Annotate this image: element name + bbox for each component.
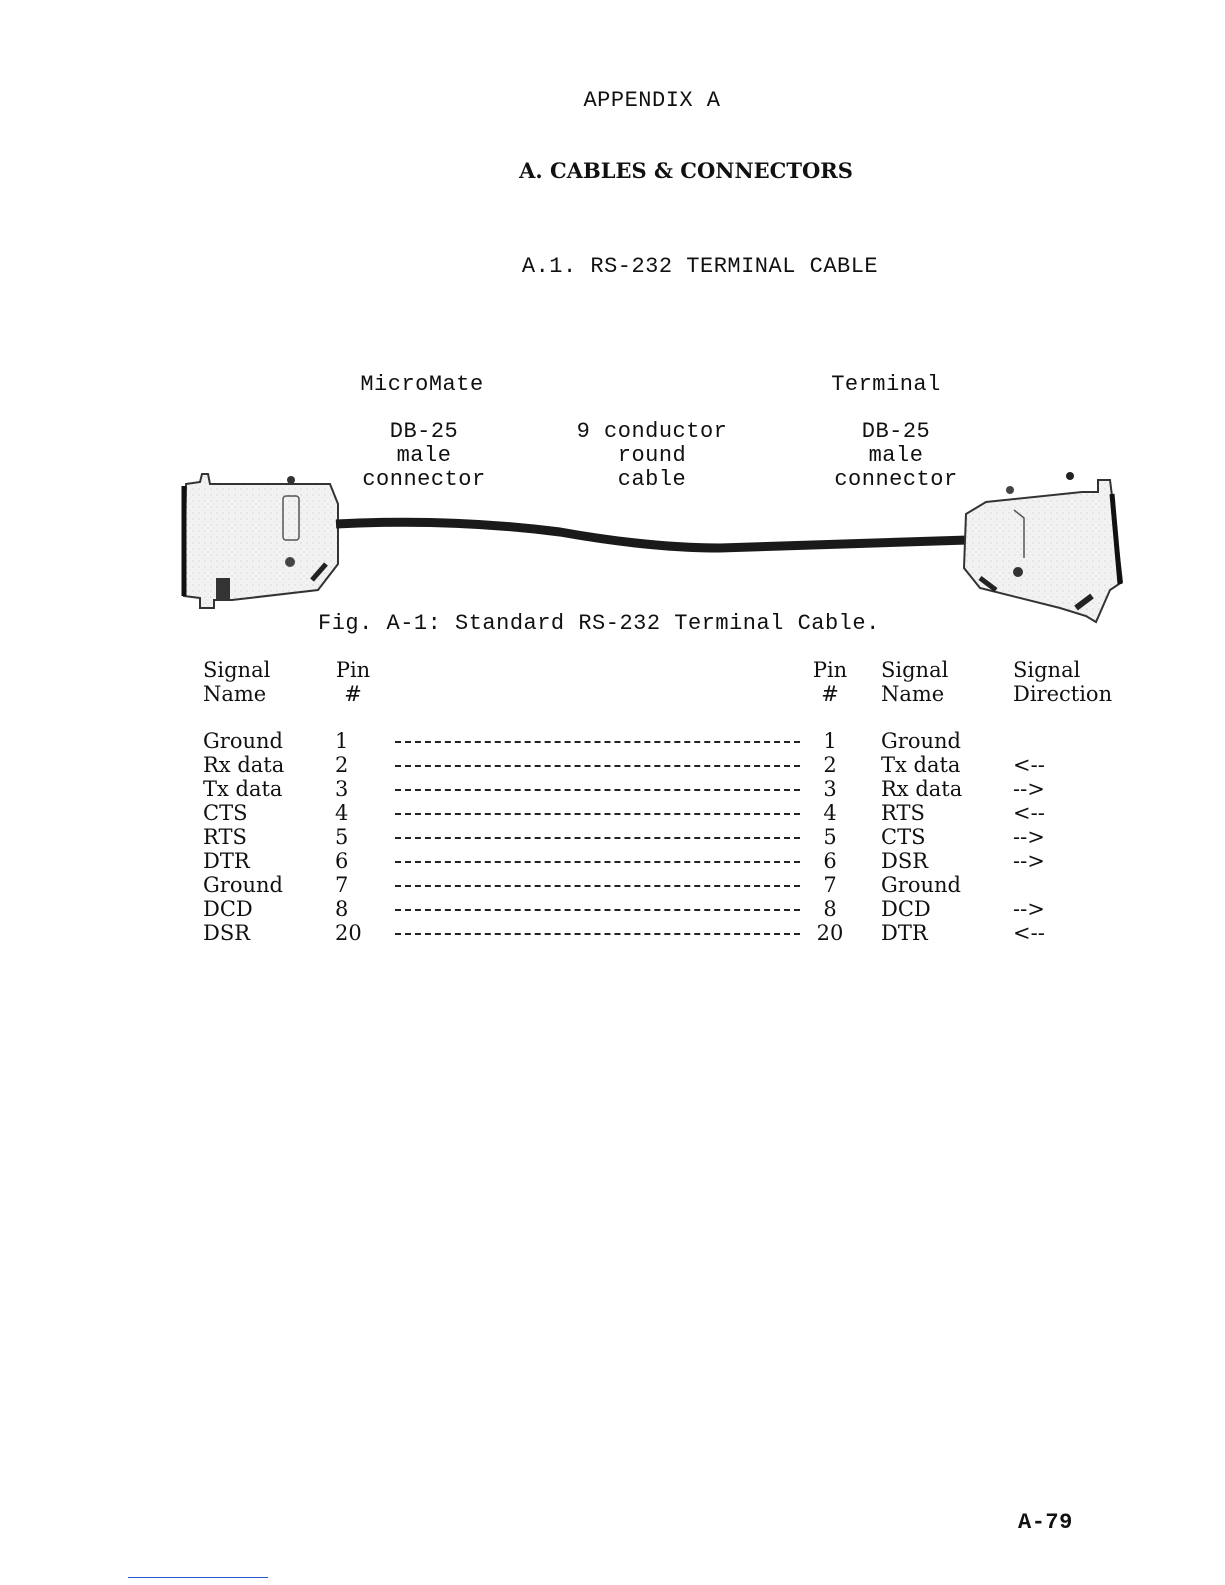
wire-line: [395, 801, 800, 825]
header-left-signal: Signal Name: [203, 658, 271, 706]
table-cell: 7: [823, 873, 837, 897]
table-cell: Rx data: [203, 753, 285, 777]
table-cell: Ground: [203, 873, 283, 897]
table-cell: CTS: [203, 801, 248, 825]
direction-arrow: <--: [1013, 921, 1045, 945]
right-connector-label: DB-25 male connector: [834, 419, 958, 492]
table-cell: RTS: [881, 801, 925, 825]
page-number: A-79: [1018, 1510, 1073, 1535]
table-cell: 1: [335, 729, 349, 753]
col-left-signal: [203, 729, 284, 945]
table-cell: 3: [335, 777, 349, 801]
bottom-rule: [128, 1577, 268, 1578]
subsection-title: A.1. RS-232 TERMINAL CABLE: [521, 254, 879, 279]
micromate-label: MicroMate: [360, 372, 484, 397]
wire-line: [395, 921, 800, 945]
left-connector-label: DB-25 male connector: [362, 419, 486, 492]
table-cell: Tx data: [203, 777, 283, 801]
table-cell: Tx data: [881, 753, 961, 777]
direction-arrow: -->: [1013, 825, 1045, 849]
wire-line: [395, 777, 800, 801]
direction-arrow: [1013, 729, 1045, 753]
cable-wire: [336, 522, 968, 548]
table-cell: DTR: [881, 921, 928, 945]
table-cell: 3: [823, 777, 837, 801]
table-cell: DCD: [881, 897, 931, 921]
wire-line: [395, 729, 800, 753]
appendix-title: APPENDIX A: [583, 88, 721, 113]
table-cell: DSR: [203, 921, 251, 945]
table-cell: 6: [335, 849, 349, 873]
wire-line: [395, 849, 800, 873]
table-cell: DSR: [881, 849, 929, 873]
col-left-pin: [335, 729, 362, 945]
table-cell: 4: [335, 801, 349, 825]
table-cell: 8: [823, 897, 837, 921]
direction-arrow: [1013, 873, 1045, 897]
cable-figure: [0, 440, 1225, 630]
table-cell: 4: [823, 801, 837, 825]
direction-arrow: -->: [1013, 777, 1045, 801]
col-wiring: [395, 729, 800, 945]
table-cell: DTR: [203, 849, 250, 873]
table-cell: 1: [823, 729, 837, 753]
col-right-pin: [810, 729, 850, 945]
direction-arrow: <--: [1013, 801, 1045, 825]
direction-arrow: -->: [1013, 849, 1045, 873]
table-cell: 8: [335, 897, 349, 921]
table-cell: Ground: [881, 873, 961, 897]
table-cell: 6: [823, 849, 837, 873]
header-direction: Signal Direction: [1013, 658, 1113, 706]
table-cell: DCD: [203, 897, 253, 921]
header-right-pin: Pin #: [812, 658, 848, 706]
right-db25-connector: [964, 472, 1122, 622]
wire-line: [395, 873, 800, 897]
table-cell: Ground: [881, 729, 961, 753]
header-right-signal: Signal Name: [881, 658, 949, 706]
table-cell: CTS: [881, 825, 926, 849]
col-right-signal: [881, 729, 962, 945]
wire-line: [395, 897, 800, 921]
table-cell: 20: [335, 921, 362, 945]
table-cell: 2: [823, 753, 837, 777]
header-left-pin: Pin #: [335, 658, 371, 706]
direction-arrow: -->: [1013, 897, 1045, 921]
direction-arrow: <--: [1013, 753, 1045, 777]
table-cell: Ground: [203, 729, 283, 753]
table-cell: 7: [335, 873, 349, 897]
table-cell: 2: [335, 753, 349, 777]
left-db25-connector: [184, 474, 338, 608]
table-cell: RTS: [203, 825, 247, 849]
terminal-label: Terminal: [831, 372, 941, 397]
section-title: A. CABLES & CONNECTORS: [519, 158, 853, 183]
wire-line: [395, 825, 800, 849]
figure-caption: Fig. A-1: Standard RS-232 Terminal Cable.: [318, 611, 880, 636]
table-cell: 20: [816, 921, 844, 945]
table-cell: 5: [335, 825, 349, 849]
table-cell: 5: [823, 825, 837, 849]
col-direction: [1013, 729, 1045, 945]
cable-label: 9 conductor round cable: [576, 419, 728, 492]
wire-line: [395, 753, 800, 777]
table-cell: Rx data: [881, 777, 963, 801]
